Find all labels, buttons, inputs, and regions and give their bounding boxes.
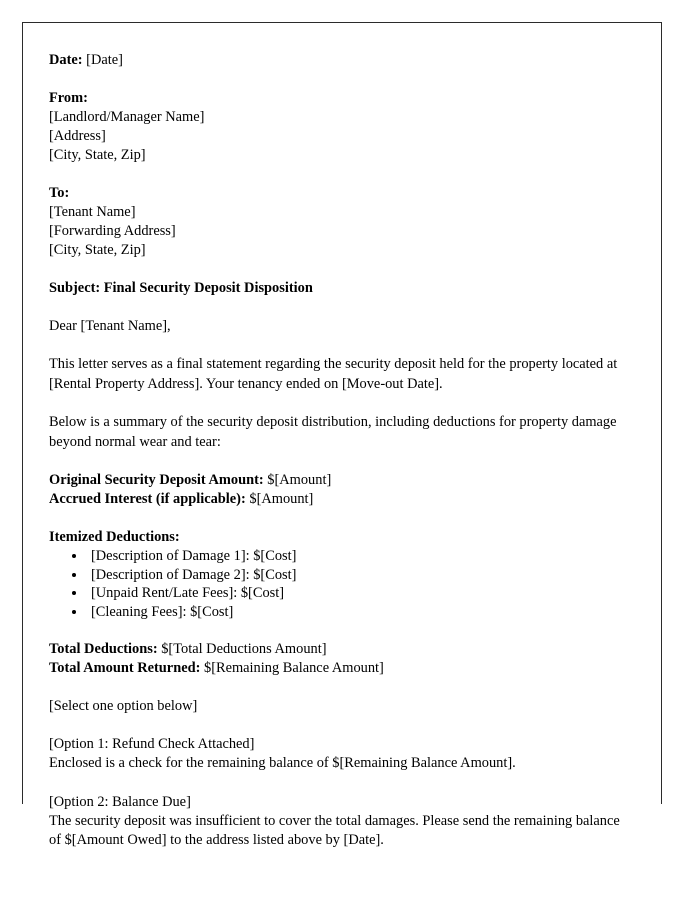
paragraph-intro: This letter serves as a final statement regarding the security deposit held for the property located at [Rental Property Address]. Your tenancy ended on [Move-out Date]. bbox=[49, 356, 618, 392]
list-item: • [Cleaning Fees]: $[Cost] bbox=[87, 603, 629, 622]
accrued-interest-label: Accrued Interest (if applicable): bbox=[49, 491, 246, 507]
paragraph-summary-lead: Below is a summary of the security deposit distribution, including deductions for property damage beyond normal wear and tear: bbox=[49, 414, 617, 450]
list-item: • [Description of Damage 1]: $[Cost] bbox=[87, 547, 629, 566]
from-line-3: [City, State, Zip] bbox=[49, 147, 146, 163]
original-deposit-label: Original Security Deposit Amount: bbox=[49, 472, 264, 488]
to-heading: To: bbox=[49, 185, 70, 201]
total-deductions-label: Total Deductions: bbox=[49, 641, 158, 658]
list-item: • [Unpaid Rent/Late Fees]: $[Cost] bbox=[87, 584, 629, 603]
option-1-heading: [Option 1: Refund Check Attached] bbox=[49, 736, 255, 753]
list-item: • [Description of Damage 2]: $[Cost] bbox=[87, 566, 629, 585]
itemized-deductions-list bbox=[49, 547, 629, 621]
original-deposit-value: $[Amount] bbox=[267, 472, 332, 488]
to-line-1: [Tenant Name] bbox=[49, 204, 136, 220]
from-line-2: [Address] bbox=[49, 128, 106, 144]
from-heading: From: bbox=[49, 90, 88, 106]
total-deductions-line bbox=[49, 621, 629, 659]
original-deposit-line bbox=[49, 452, 629, 490]
date-line bbox=[49, 23, 629, 70]
from-line-1: [Landlord/Manager Name] bbox=[49, 109, 205, 125]
total-returned-line bbox=[49, 659, 629, 678]
date-label: Date: bbox=[49, 52, 83, 68]
option-1-body: Enclosed is a check for the remaining balance of $[Remaining Balance Amount]. bbox=[49, 755, 516, 772]
subject-line: Subject: Final Security Deposit Disposition bbox=[49, 280, 313, 296]
to-line-2: [Forwarding Address] bbox=[49, 223, 176, 239]
salutation: Dear [Tenant Name], bbox=[49, 318, 171, 334]
itemized-deductions-heading: Itemized Deductions: bbox=[49, 529, 180, 545]
accrued-interest-value: $[Amount] bbox=[249, 491, 314, 507]
date-value: [Date] bbox=[86, 52, 123, 68]
document-body bbox=[49, 23, 629, 851]
option-2-body: The security deposit was insufficient to cover the total damages. Please send the remaining balance of $[Amount Owed] to the address listed above by [Date]. bbox=[49, 812, 620, 849]
accrued-interest-line bbox=[49, 490, 629, 509]
total-deductions-value: $[Total Deductions Amount] bbox=[161, 641, 327, 658]
total-returned-label: Total Amount Returned: bbox=[49, 660, 201, 677]
option-2-heading: [Option 2: Balance Due] bbox=[49, 793, 191, 810]
select-option-note: [Select one option below] bbox=[49, 698, 198, 715]
total-returned-value: $[Remaining Balance Amount] bbox=[204, 660, 384, 677]
to-line-3: [City, State, Zip] bbox=[49, 242, 146, 258]
document-page bbox=[22, 22, 662, 849]
